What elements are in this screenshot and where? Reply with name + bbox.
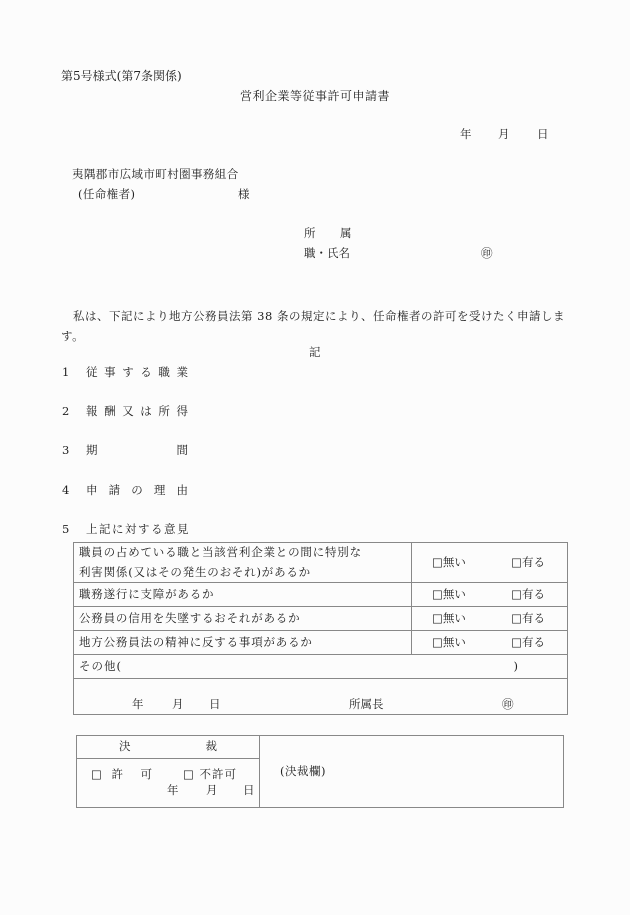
item-char: 申 [86, 483, 98, 497]
item-char: 理 [153, 483, 166, 497]
decision-choices [77, 759, 260, 808]
item-char: る [140, 365, 152, 379]
other-close: ) [513, 658, 519, 673]
statement-paragraph: 私は、下記により地方公務員法第 38 条の規定により、任命権者の許可を受けたく申請します。 [61, 309, 565, 343]
decision-month: 月 [206, 782, 218, 797]
item-char: 請 [108, 483, 121, 497]
opinion-row [74, 543, 568, 583]
option-no-checkbox[interactable]: □無い [432, 634, 466, 649]
item-char: 業 [176, 365, 188, 379]
item-number: 2 [62, 404, 70, 418]
item-number: 1 [62, 365, 70, 379]
decision-header [77, 736, 260, 759]
decision-table [76, 735, 564, 808]
item-number: 3 [62, 443, 70, 457]
item-char: 又 [122, 404, 134, 418]
option-no-checkbox[interactable]: □無い [432, 554, 466, 569]
item-char: 得 [176, 404, 188, 418]
item-char: 間 [176, 443, 188, 457]
item-number: 4 [62, 483, 70, 497]
item-char: の [131, 483, 143, 497]
date-year: 年 [460, 127, 472, 141]
item-char: 従 [86, 365, 98, 379]
decision-day: 日 [243, 782, 255, 797]
item-number: 5 [62, 522, 70, 536]
opinion-question: 職務遂行に支障があるか [74, 583, 412, 607]
option-yes-checkbox[interactable]: □有る [511, 586, 545, 601]
opinion-question [74, 543, 412, 583]
decision-header-char: 決 [119, 739, 131, 754]
item-char: は [140, 404, 152, 418]
deny-checkbox[interactable]: □ 不許可 [183, 767, 238, 781]
opinion-options [412, 607, 568, 631]
option-no-checkbox[interactable]: □無い [432, 586, 466, 601]
decision-column[interactable] [260, 736, 564, 808]
opinion-table [73, 542, 568, 715]
opinion-options [412, 631, 568, 655]
form-number: 第5号様式(第7条関係) [61, 69, 182, 83]
item-label-occupation [86, 367, 188, 379]
item-char: 酬 [104, 404, 116, 418]
affiliation-label-2: 属 [340, 226, 352, 240]
opinion-row [74, 583, 568, 607]
addressee-authority: (任命権者) [78, 187, 136, 201]
item-char: す [122, 365, 134, 379]
permit-checkbox[interactable]: □ 許 可 [91, 767, 156, 781]
addressee-honorific: 様 [238, 187, 250, 201]
date-day: 日 [537, 127, 549, 141]
item-label-reason [86, 485, 188, 497]
opinion-question: 地方公務員法の精神に反する事項があるか [74, 631, 412, 655]
affiliation-label-1: 所 [304, 226, 316, 240]
item-char: 期 [86, 443, 98, 457]
item-char: 報 [86, 404, 98, 418]
option-no-checkbox[interactable]: □無い [432, 610, 466, 625]
question-line: 利害関係(又はその発生のおそれ)があるか [79, 564, 311, 579]
other-field[interactable] [74, 655, 568, 679]
sign-year: 年 [132, 697, 144, 711]
question-line: 職員の占めている職と当該営利企業との間に特別な [79, 545, 362, 559]
opinion-options [412, 583, 568, 607]
document-title: 営利企業等従事許可申請書 [240, 89, 391, 103]
opinion-other-row [74, 655, 568, 679]
sign-field [74, 679, 568, 715]
sign-head-label: 所属長 [349, 697, 384, 711]
item-char: 由 [176, 483, 188, 497]
opinion-row [74, 631, 568, 655]
option-yes-checkbox[interactable]: □有る [511, 634, 545, 649]
sign-seal: ㊞ [502, 697, 514, 711]
opinion-sign-row [74, 679, 568, 715]
decision-year: 年 [167, 782, 179, 797]
decision-column-label: (決裁欄) [280, 763, 326, 778]
decision-header-char: 裁 [205, 739, 217, 754]
item-char: 職 [158, 365, 170, 379]
opinion-row [74, 607, 568, 631]
option-yes-checkbox[interactable]: □有る [511, 554, 545, 569]
opinion-options [412, 543, 568, 583]
item-label-opinion: 上記に対する意見 [86, 522, 190, 536]
addressee-organization: 夷隅郡市広域市町村圏事務組合 [72, 167, 239, 181]
name-label: 職・氏名 [304, 246, 350, 260]
opinion-question: 公務員の信用を失墜するおそれがあるか [74, 607, 412, 631]
sign-month: 月 [172, 697, 184, 711]
other-label: その他( [79, 658, 122, 673]
date-month: 月 [498, 127, 510, 141]
item-char: 事 [104, 365, 116, 379]
item-label-period [86, 445, 188, 457]
item-label-income [86, 406, 188, 418]
ki-heading: 記 [309, 345, 321, 359]
sign-day: 日 [209, 697, 221, 711]
seal-mark: ㊞ [481, 246, 493, 260]
option-yes-checkbox[interactable]: □有る [511, 610, 545, 625]
item-char: 所 [158, 404, 170, 418]
decision-header-row [77, 736, 564, 759]
